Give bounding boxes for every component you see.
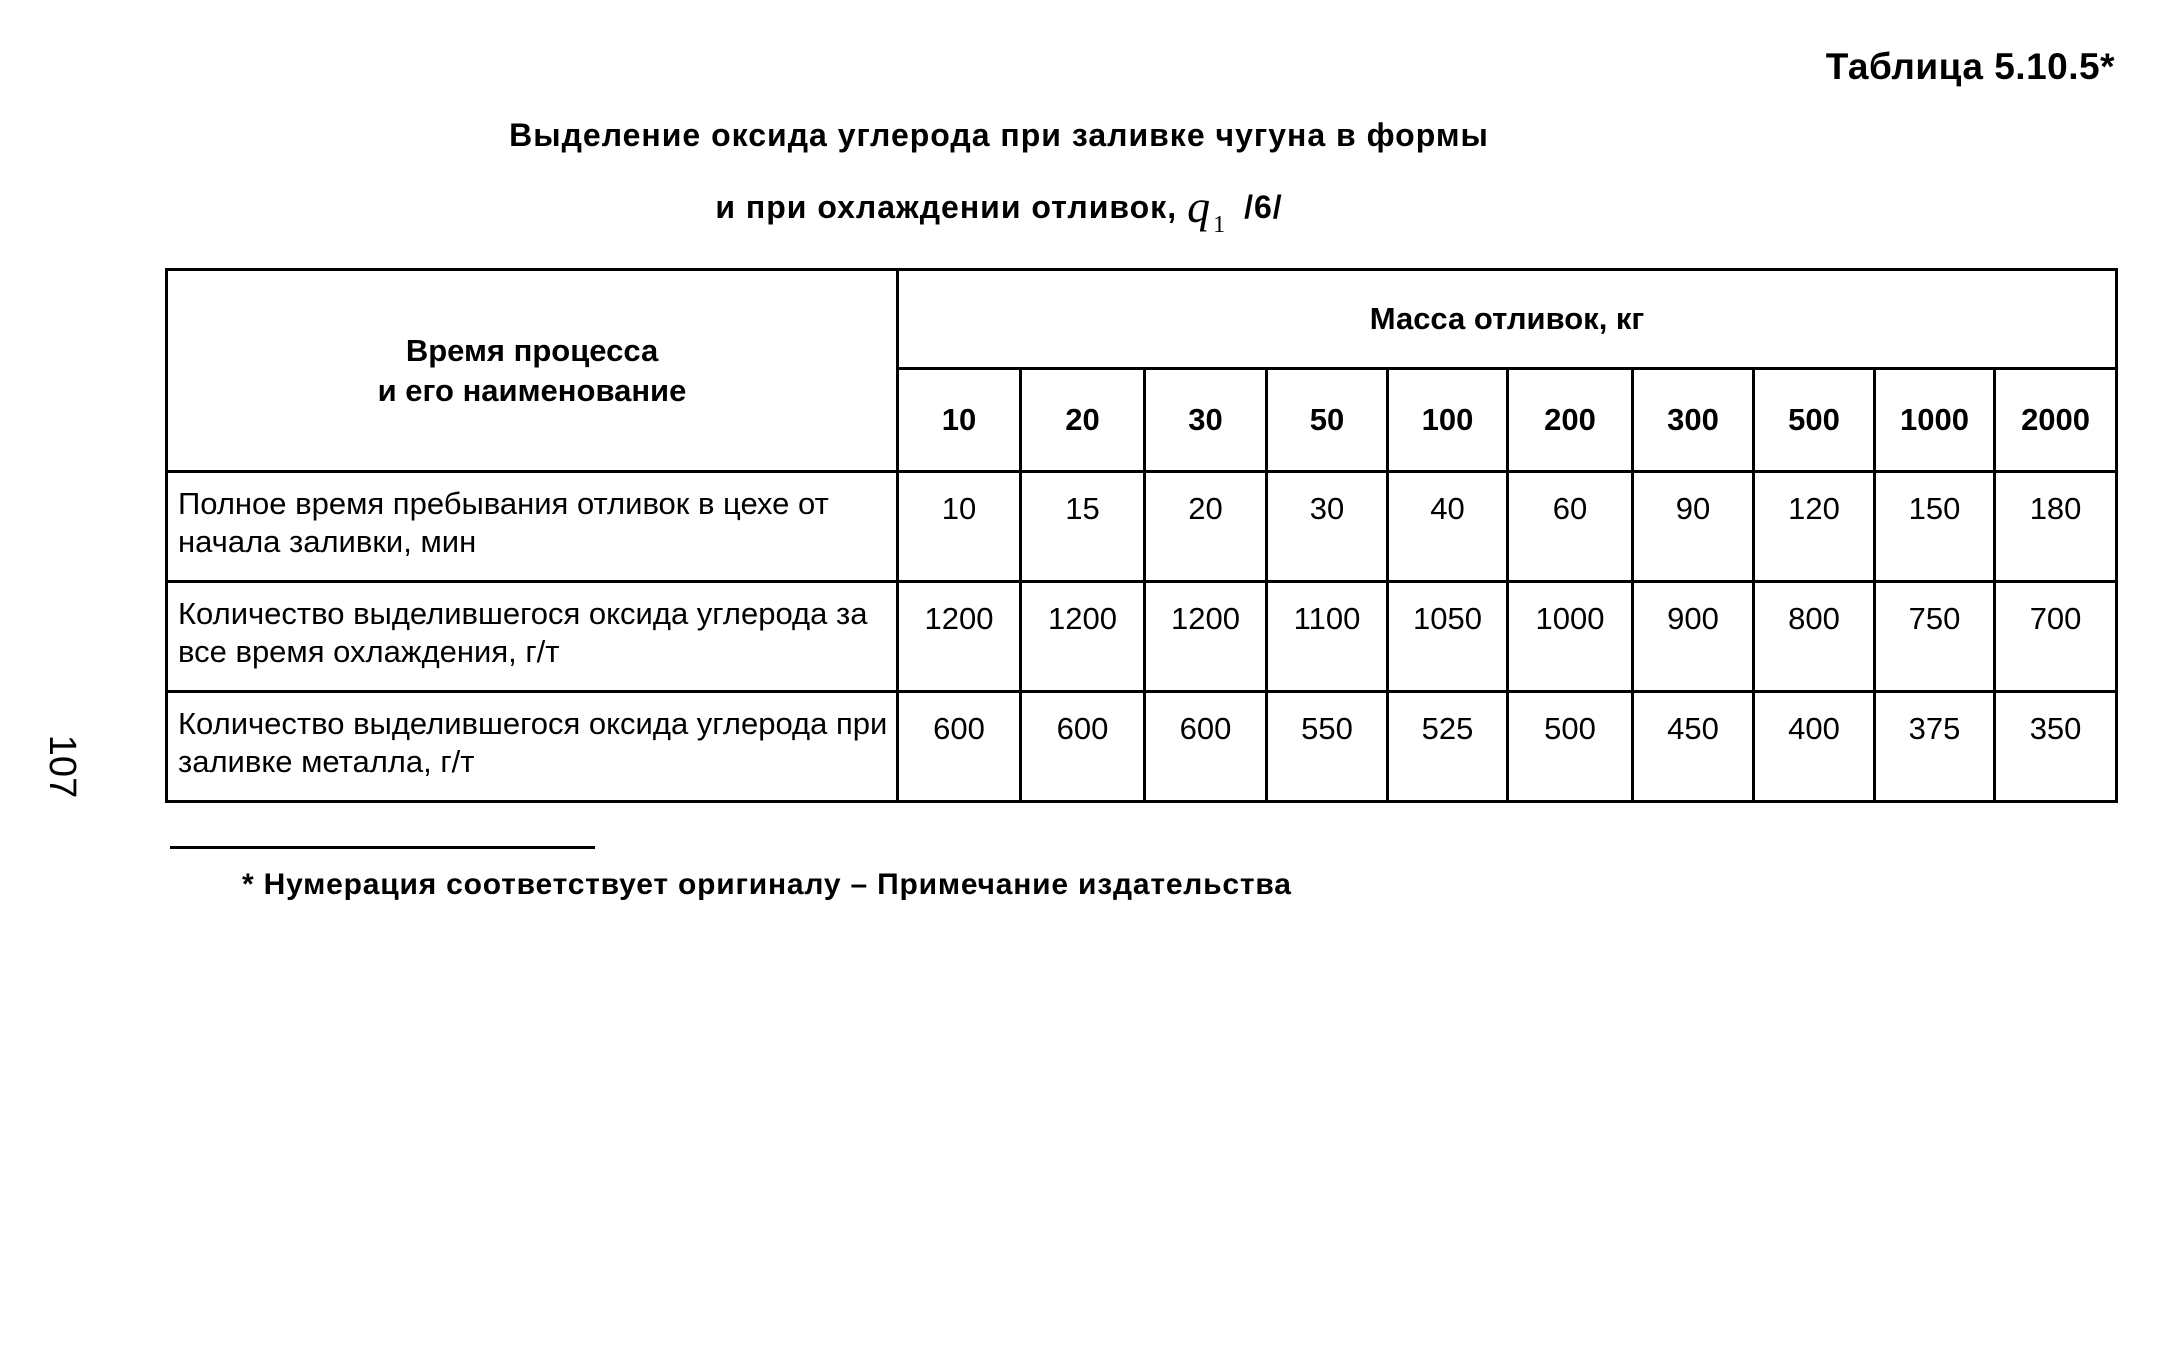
mass-column-header: 2000 bbox=[1995, 369, 2117, 472]
table-cell: 60 bbox=[1508, 472, 1633, 582]
data-table bbox=[165, 268, 2118, 803]
mass-column-header: 200 bbox=[1508, 369, 1633, 472]
mass-column-header: 30 bbox=[1145, 369, 1267, 472]
mass-column-header: 500 bbox=[1754, 369, 1875, 472]
table-cell: 450 bbox=[1633, 692, 1754, 802]
table-cell: 700 bbox=[1995, 582, 2117, 692]
mass-column-header: 50 bbox=[1267, 369, 1388, 472]
caption-reference: /6/ bbox=[1244, 189, 1283, 225]
row-header-line: Время процесса bbox=[405, 332, 659, 368]
footnote-divider bbox=[170, 846, 595, 849]
table-number: Таблица 5.10.5* bbox=[1825, 46, 2115, 87]
page-number: 107 bbox=[41, 734, 84, 799]
table-cell: 900 bbox=[1633, 582, 1754, 692]
table-cell: 800 bbox=[1754, 582, 1875, 692]
table-cell: 350 bbox=[1995, 692, 2117, 802]
table-cell: 400 bbox=[1754, 692, 1875, 802]
footnote: * Нумерация соответствует оригиналу – Примечание издательства bbox=[242, 868, 1292, 901]
table-cell: 600 bbox=[1145, 692, 1267, 802]
table-row bbox=[167, 692, 2117, 802]
mass-column-header: 20 bbox=[1021, 369, 1145, 472]
mass-group-header: Масса отливок, кг bbox=[898, 270, 2117, 369]
table-cell: 150 bbox=[1875, 472, 1995, 582]
table-cell: 1200 bbox=[898, 582, 1021, 692]
row-label: Количество выделившегося оксида углерода при заливке металла, г/т bbox=[167, 692, 898, 802]
mass-column-header: 100 bbox=[1388, 369, 1508, 472]
table-cell: 40 bbox=[1388, 472, 1508, 582]
table-cell: 500 bbox=[1508, 692, 1633, 802]
table-row bbox=[167, 582, 2117, 692]
row-header-cell bbox=[167, 270, 898, 472]
table-cell: 550 bbox=[1267, 692, 1388, 802]
mass-column-header: 1000 bbox=[1875, 369, 1995, 472]
table-cell: 10 bbox=[898, 472, 1021, 582]
caption-text: и при охлаждении отливок, bbox=[715, 189, 1178, 225]
table-cell: 600 bbox=[898, 692, 1021, 802]
row-header-text bbox=[378, 333, 687, 408]
table-cell: 20 bbox=[1145, 472, 1267, 582]
row-label: Полное время пребывания отливок в цехе от начала заливки, мин bbox=[167, 472, 898, 582]
table-cell: 1050 bbox=[1388, 582, 1508, 692]
table-cell: 120 bbox=[1754, 472, 1875, 582]
table-cell: 750 bbox=[1875, 582, 1995, 692]
table-cell: 1200 bbox=[1145, 582, 1267, 692]
table-cell: 90 bbox=[1633, 472, 1754, 582]
mass-column-header: 300 bbox=[1633, 369, 1754, 472]
table-cell: 15 bbox=[1021, 472, 1145, 582]
table-row bbox=[167, 472, 2117, 582]
table-cell: 1200 bbox=[1021, 582, 1145, 692]
row-label: Количество выделившегося оксида углерода за все время охлаждения, г/т bbox=[167, 582, 898, 692]
q-symbol: q bbox=[1187, 181, 1212, 232]
table-cell: 600 bbox=[1021, 692, 1145, 802]
table-cell: 525 bbox=[1388, 692, 1508, 802]
q-subscript: 1 bbox=[1213, 212, 1227, 238]
mass-column-header: 10 bbox=[898, 369, 1021, 472]
table-body bbox=[167, 472, 2117, 802]
table-cell: 1100 bbox=[1267, 582, 1388, 692]
row-header-line: и его наименование bbox=[377, 372, 687, 408]
table-cell: 375 bbox=[1875, 692, 1995, 802]
table-cell: 180 bbox=[1995, 472, 2117, 582]
table-cell: 1000 bbox=[1508, 582, 1633, 692]
table-cell: 30 bbox=[1267, 472, 1388, 582]
table-caption-line-1: Выделение оксида углерода при заливке чугуна в формы bbox=[509, 117, 1489, 153]
table-caption-line-2 bbox=[0, 180, 2078, 239]
